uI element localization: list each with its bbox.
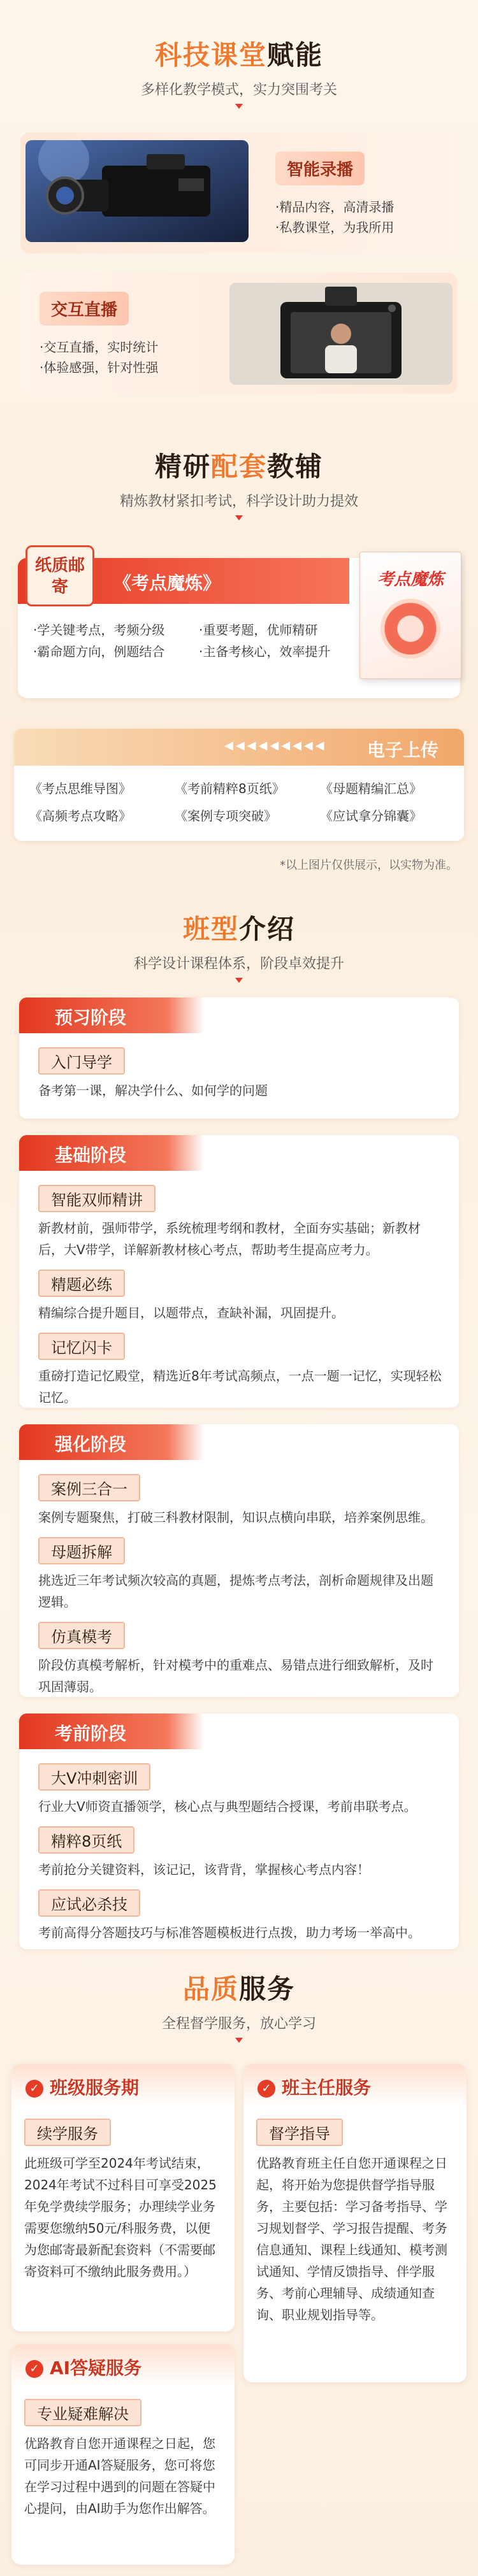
stage-item-text: 阶段仿真模考解析，针对模考中的重难点、易错点进行细致解析，及时巩固薄弱。 <box>38 1657 433 1694</box>
check-icon: ✓ <box>257 2080 275 2098</box>
book-features <box>33 619 365 662</box>
materials-section-header <box>0 446 478 520</box>
classes-section-header <box>0 908 478 983</box>
electronic-docs-title: 电子上传 <box>366 740 438 761</box>
stage-item-text: 精编综合提升题目，以题带点，查缺补漏，巩固提升。 <box>38 1305 344 1320</box>
stage-item-label: 仿真模考 <box>38 1622 125 1649</box>
stage-item-label: 大V冲刺密训 <box>38 1763 150 1791</box>
smart-recording-info <box>275 152 394 238</box>
stage-item-label: 智能双师精讲 <box>38 1185 156 1212</box>
doc-item: 《案例专项突破》 <box>175 808 277 824</box>
stage-item <box>38 1333 444 1408</box>
materials-subtitle: 精炼教材紧扣考试，科学设计助力提效 <box>119 494 358 510</box>
down-triangle-icon <box>235 515 243 520</box>
ai-qa-card <box>11 2344 235 2565</box>
doc-item: 《高频考点攻略》 <box>29 808 131 824</box>
stage-title: 基础阶段 <box>19 1135 204 1171</box>
stage-item <box>38 1537 444 1613</box>
stage-item <box>38 1270 444 1324</box>
head-teacher-head: ✓ 班主任服务 <box>243 2064 467 2106</box>
doc-item: 《考前精粹8页纸》 <box>175 781 285 796</box>
stage-title: 预习阶段 <box>19 998 204 1033</box>
stage-item-text: 考前高得分答题技巧与标准答题模板进行点拨，助力考场一举高中。 <box>38 1925 421 1940</box>
disclaimer-note: *以上图片仅供展示，以实物为准。 <box>280 859 458 872</box>
check-icon: ✓ <box>25 2360 43 2378</box>
stage-preview <box>19 998 459 1119</box>
stage-item-text: 考前抢分关键资料，该记记，该背背，掌握核心考点内容！ <box>38 1862 370 1877</box>
camera-photo <box>25 140 249 242</box>
printed-book-panel <box>18 558 460 698</box>
classes-subtitle: 科学设计课程体系，阶段卓效提升 <box>133 956 344 972</box>
smart-recording-tag: 智能录播 <box>275 152 365 185</box>
book-cover-image <box>359 552 461 679</box>
interactive-live-point: ·体验感强，针对性强 <box>40 360 159 375</box>
stage-item-label: 记忆闪卡 <box>38 1333 125 1360</box>
ai-qa-text: 优路教育自您开通课程之日起，您可同步开通AI答疑服务，您可将您在学习过程中遇到的问题在答疑中心提问，由AI助手为您作出解答。 <box>24 2436 215 2516</box>
stage-item-text: 新教材前，强师带学，系统梳理考纲和教材，全面夯实基础；新教材后，大V带学，详解新教材核心考点，帮助考生提高应考力。 <box>38 1220 421 1257</box>
service-section-header <box>0 1968 478 2043</box>
stage-item <box>38 1826 444 1880</box>
interactive-live-point: ·交互直播，实时统计 <box>40 340 159 355</box>
class-service-card <box>11 2064 235 2331</box>
tech-section-header <box>0 34 478 109</box>
book-name: 《考点魔炼》 <box>113 573 221 594</box>
smart-recording-point: ·私教课堂，为我所用 <box>275 220 395 235</box>
doc-item: 《应试拿分锦囊》 <box>320 808 422 824</box>
down-triangle-icon <box>235 978 243 983</box>
stage-item-text: 行业大V师资直播领学，核心点与典型题结合授课，考前串联考点。 <box>38 1799 417 1814</box>
interactive-live-tag: 交互直播 <box>40 292 129 326</box>
ai-qa-head: ✓ AI答疑服务 <box>11 2344 235 2386</box>
stage-item <box>38 1047 444 1101</box>
stage-title: 强化阶段 <box>19 1424 204 1460</box>
paper-mail-tag: 纸质邮寄 <box>25 545 94 606</box>
doc-item: 《考点思维导图》 <box>29 781 131 796</box>
class-service-label: 续学服务 <box>24 2119 111 2146</box>
arrows-icon: ◀◀◀◀◀◀◀◀◀ <box>224 739 327 752</box>
stage-item-text: 重磅打造记忆殿堂，精选近8年考试高频点，一点一题一记忆，实现轻松记忆。 <box>38 1368 442 1405</box>
stage-item <box>38 1185 444 1261</box>
service-subtitle: 全程督学服务，放心学习 <box>161 2016 316 2032</box>
book-feature: ·重要考题，优师精研 <box>199 622 318 638</box>
down-triangle-icon <box>235 104 243 109</box>
smart-recording-card[interactable] <box>20 132 458 254</box>
stage-item-label: 应试必杀技 <box>38 1889 140 1917</box>
book-feature: ·主备考核心，效率提升 <box>199 644 331 659</box>
stage-item-label: 母题拆解 <box>38 1537 125 1564</box>
materials-title: 精研配套教辅 <box>154 451 324 482</box>
tech-title: 科技课堂赋能 <box>154 39 324 71</box>
stage-item <box>38 1474 444 1528</box>
ai-qa-label: 专业疑难解决 <box>24 2399 141 2426</box>
stage-item <box>38 1889 444 1943</box>
stage-item <box>38 1622 444 1698</box>
book-cover-graphic <box>380 599 440 659</box>
electronic-docs-list <box>14 766 464 824</box>
check-icon: ✓ <box>25 2080 43 2098</box>
stage-title: 考前阶段 <box>19 1714 204 1749</box>
class-service-text: 此班级可学至2024年考试结束，2024年考试不过科目可享受2025年免学费续学服务；办理续学业务需要您缴纳50元/科服务费，以便为您邮寄最新配套资料（不需要邮寄资料可不缴纳此服务费用。） <box>24 2156 217 2279</box>
stage-item-label: 入门导学 <box>38 1047 125 1075</box>
book-feature: ·霸命题方向，例题结合 <box>33 644 165 659</box>
interactive-live-info <box>40 292 158 378</box>
tech-subtitle: 多样化教学模式，实力突围考关 <box>140 82 337 98</box>
down-triangle-icon <box>235 2038 243 2043</box>
stage-item-label: 精题必练 <box>38 1270 125 1297</box>
head-teacher-label: 督学指导 <box>256 2119 343 2146</box>
book-cover-title: 考点魔炼 <box>377 570 444 589</box>
stage-item <box>38 1763 444 1817</box>
stage-final <box>19 1714 459 1949</box>
stage-item-label: 案例三合一 <box>38 1474 140 1501</box>
classes-title: 班型介绍 <box>182 913 296 945</box>
stage-basic <box>19 1135 459 1408</box>
live-camera-photo <box>229 283 453 385</box>
service-title: 品质服务 <box>182 1973 296 2005</box>
stage-item-text: 备考第一课，解决学什么、如何学的问题 <box>38 1083 268 1098</box>
head-teacher-card <box>243 2064 467 2382</box>
doc-item: 《母题精编汇总》 <box>320 781 422 796</box>
stage-item-text: 挑选近三年考试频次较高的真题，提炼考点考法，剖析命题规律及出题逻辑。 <box>38 1573 433 1610</box>
book-feature: ·学关键考点，考频分级 <box>33 622 165 638</box>
class-service-head: ✓ 班级服务期 <box>11 2064 235 2106</box>
interactive-live-card[interactable] <box>20 273 458 394</box>
smart-recording-point: ·精品内容，高清录播 <box>275 199 395 215</box>
head-teacher-text: 优路教育班主任自您开通课程之日起，将开始为您提供督学指导服务，主要包括：学习备考指导、学习规划督学、学习报告提醒、考务信息通知、课程上线通知、模考测试通知、学情反馈指导、伴学服务、考前心理辅导、成绩通知查询、职业规划指导等。 <box>256 2156 447 2322</box>
electronic-docs-bar <box>14 729 464 766</box>
stage-item-text: 案例专题聚焦，打破三科教材限制，知识点横向串联，培养案例思维。 <box>38 1510 433 1525</box>
electronic-docs-panel <box>14 729 464 841</box>
stage-strengthen <box>19 1424 459 1697</box>
stage-item-label: 精粹8页纸 <box>38 1826 134 1854</box>
